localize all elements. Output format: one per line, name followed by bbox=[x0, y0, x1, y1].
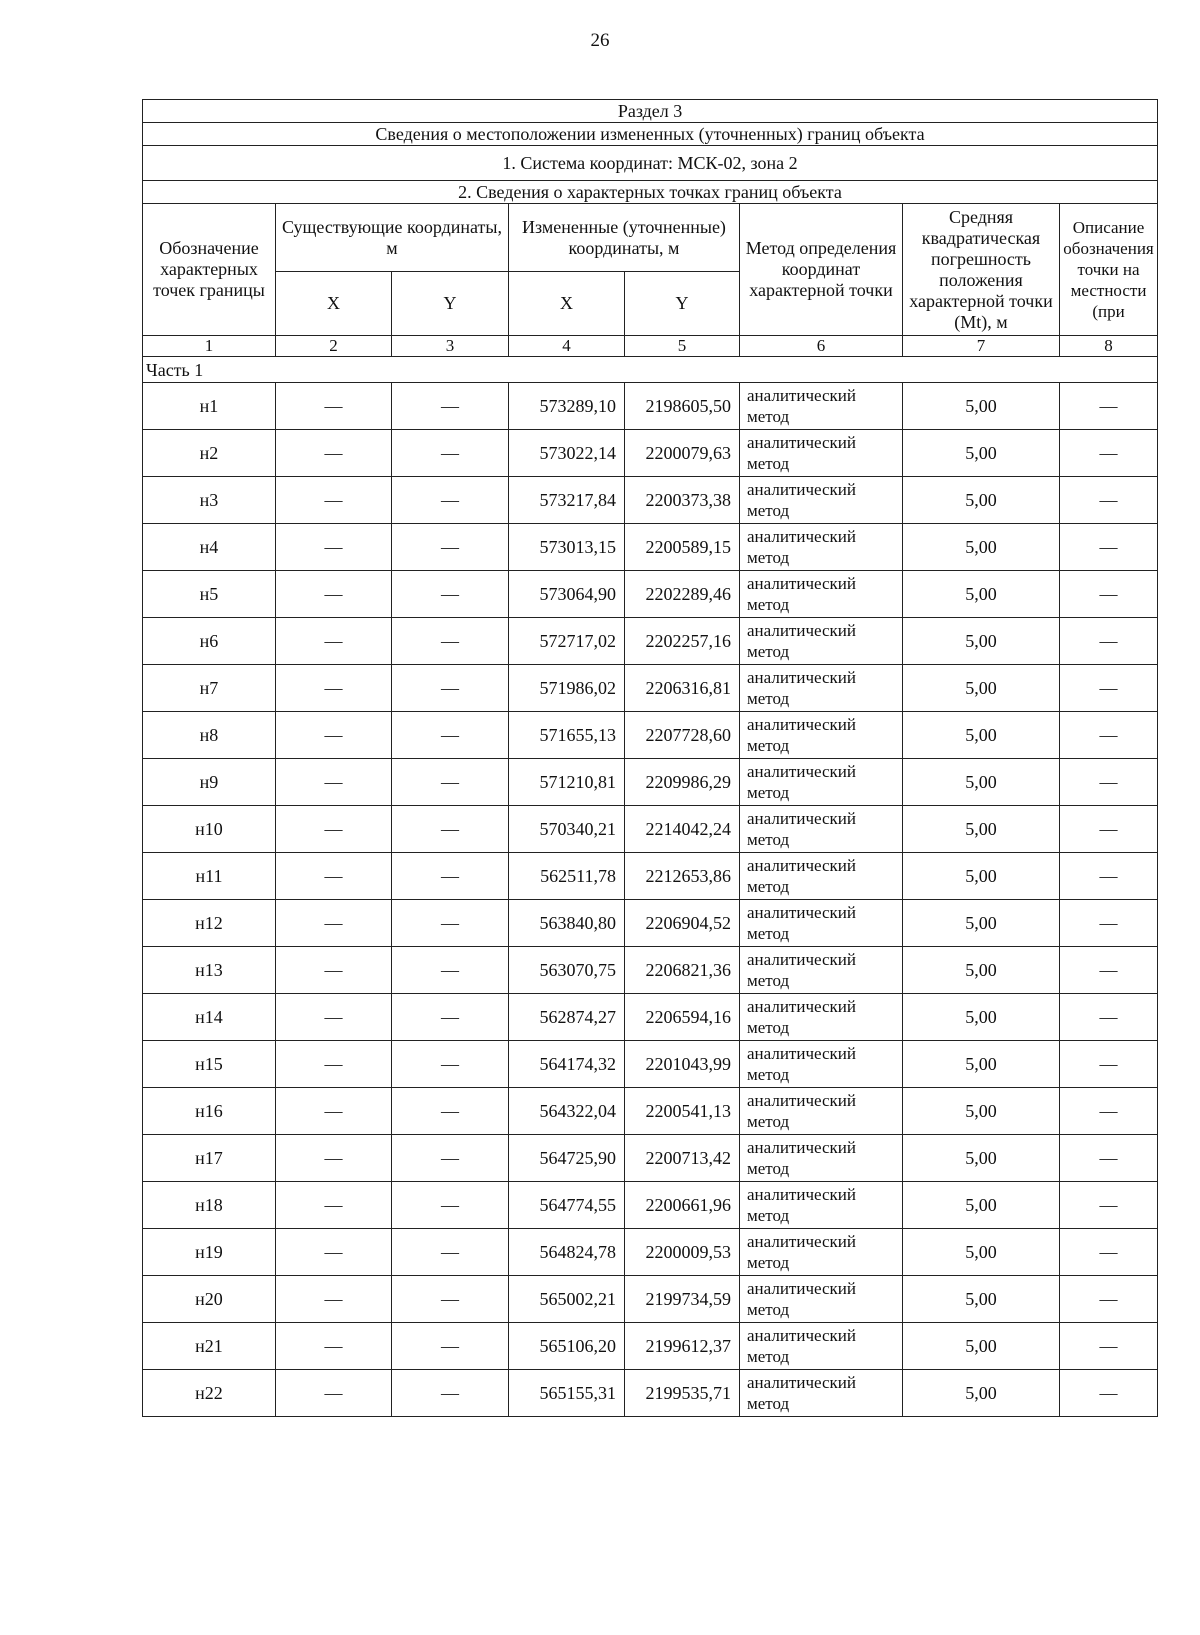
section-title: Раздел 3 bbox=[143, 100, 1158, 123]
method-cell: аналитический метод bbox=[740, 1323, 903, 1370]
method-cell: аналитический метод bbox=[740, 618, 903, 665]
method-cell: аналитический метод bbox=[740, 806, 903, 853]
points-heading: 2. Сведения о характерных точках границ объекта bbox=[143, 181, 1158, 204]
existing-y-cell: — bbox=[392, 477, 509, 524]
changed-x-cell: 564174,32 bbox=[509, 1041, 625, 1088]
col-existing-header: Существующие координаты, м bbox=[276, 204, 509, 272]
point-id-cell: н20 bbox=[143, 1276, 276, 1323]
changed-y-cell: 2198605,50 bbox=[625, 383, 740, 430]
table-row bbox=[143, 430, 1158, 477]
existing-y-cell: — bbox=[392, 1323, 509, 1370]
existing-x-cell: — bbox=[276, 383, 392, 430]
table-row bbox=[143, 571, 1158, 618]
existing-x-cell: — bbox=[276, 1088, 392, 1135]
changed-x-cell: 565106,20 bbox=[509, 1323, 625, 1370]
part-label: Часть 1 bbox=[143, 357, 1158, 383]
existing-x-cell: — bbox=[276, 477, 392, 524]
error-cell: 5,00 bbox=[903, 1041, 1060, 1088]
existing-y-cell: — bbox=[392, 1229, 509, 1276]
description-cell: — bbox=[1060, 759, 1158, 806]
existing-y-cell: — bbox=[392, 712, 509, 759]
existing-y-cell: — bbox=[392, 524, 509, 571]
description-cell: — bbox=[1060, 1135, 1158, 1182]
point-id-cell: н8 bbox=[143, 712, 276, 759]
col-changed-x: X bbox=[509, 272, 625, 336]
changed-x-cell: 573064,90 bbox=[509, 571, 625, 618]
existing-y-cell: — bbox=[392, 853, 509, 900]
point-id-cell: н9 bbox=[143, 759, 276, 806]
point-id-cell: н4 bbox=[143, 524, 276, 571]
changed-y-cell: 2206316,81 bbox=[625, 665, 740, 712]
error-cell: 5,00 bbox=[903, 1229, 1060, 1276]
existing-y-cell: — bbox=[392, 806, 509, 853]
changed-x-cell: 571210,81 bbox=[509, 759, 625, 806]
description-cell: — bbox=[1060, 712, 1158, 759]
error-cell: 5,00 bbox=[903, 1370, 1060, 1417]
changed-y-cell: 2212653,86 bbox=[625, 853, 740, 900]
changed-y-cell: 2206904,52 bbox=[625, 900, 740, 947]
error-cell: 5,00 bbox=[903, 618, 1060, 665]
description-cell: — bbox=[1060, 524, 1158, 571]
description-cell: — bbox=[1060, 1182, 1158, 1229]
table-row bbox=[143, 1041, 1158, 1088]
error-cell: 5,00 bbox=[903, 806, 1060, 853]
table-row bbox=[143, 1088, 1158, 1135]
table-row bbox=[143, 1370, 1158, 1417]
error-cell: 5,00 bbox=[903, 1182, 1060, 1229]
changed-y-cell: 2200661,96 bbox=[625, 1182, 740, 1229]
method-cell: аналитический метод bbox=[740, 1276, 903, 1323]
changed-x-cell: 573013,15 bbox=[509, 524, 625, 571]
description-cell: — bbox=[1060, 806, 1158, 853]
existing-x-cell: — bbox=[276, 759, 392, 806]
existing-x-cell: — bbox=[276, 1323, 392, 1370]
existing-y-cell: — bbox=[392, 665, 509, 712]
point-id-cell: н2 bbox=[143, 430, 276, 477]
changed-y-cell: 2206821,36 bbox=[625, 947, 740, 994]
table-row bbox=[143, 383, 1158, 430]
existing-x-cell: — bbox=[276, 665, 392, 712]
point-id-cell: н14 bbox=[143, 994, 276, 1041]
col-number: 2 bbox=[276, 336, 392, 357]
error-cell: 5,00 bbox=[903, 430, 1060, 477]
description-cell: — bbox=[1060, 947, 1158, 994]
error-cell: 5,00 bbox=[903, 947, 1060, 994]
col-changed-header: Измененные (уточненные) координаты, м bbox=[509, 204, 740, 272]
method-cell: аналитический метод bbox=[740, 712, 903, 759]
existing-y-cell: — bbox=[392, 1088, 509, 1135]
existing-x-cell: — bbox=[276, 1370, 392, 1417]
existing-x-cell: — bbox=[276, 1135, 392, 1182]
changed-y-cell: 2200009,53 bbox=[625, 1229, 740, 1276]
table-row bbox=[143, 524, 1158, 571]
table-row bbox=[143, 477, 1158, 524]
method-cell: аналитический метод bbox=[740, 665, 903, 712]
col-error-header: Средняя квадратическая погрешность положения характерной точки (Mt), м bbox=[903, 204, 1060, 336]
description-cell: — bbox=[1060, 477, 1158, 524]
method-cell: аналитический метод bbox=[740, 900, 903, 947]
existing-y-cell: — bbox=[392, 1276, 509, 1323]
existing-x-cell: — bbox=[276, 618, 392, 665]
method-cell: аналитический метод bbox=[740, 1135, 903, 1182]
existing-y-cell: — bbox=[392, 571, 509, 618]
method-cell: аналитический метод bbox=[740, 571, 903, 618]
point-id-cell: н11 bbox=[143, 853, 276, 900]
point-id-cell: н22 bbox=[143, 1370, 276, 1417]
error-cell: 5,00 bbox=[903, 1323, 1060, 1370]
point-id-cell: н10 bbox=[143, 806, 276, 853]
changed-y-cell: 2209986,29 bbox=[625, 759, 740, 806]
changed-y-cell: 2200589,15 bbox=[625, 524, 740, 571]
changed-x-cell: 573289,10 bbox=[509, 383, 625, 430]
description-cell: — bbox=[1060, 1088, 1158, 1135]
boundary-points-table bbox=[142, 99, 1158, 1417]
col-description-header: Описание обозначения точки на местности (при bbox=[1060, 204, 1158, 336]
existing-y-cell: — bbox=[392, 1370, 509, 1417]
point-id-cell: н21 bbox=[143, 1323, 276, 1370]
existing-y-cell: — bbox=[392, 1135, 509, 1182]
description-cell: — bbox=[1060, 618, 1158, 665]
description-cell: — bbox=[1060, 1323, 1158, 1370]
changed-y-cell: 2200373,38 bbox=[625, 477, 740, 524]
description-cell: — bbox=[1060, 994, 1158, 1041]
existing-x-cell: — bbox=[276, 1041, 392, 1088]
method-cell: аналитический метод bbox=[740, 759, 903, 806]
col-number: 4 bbox=[509, 336, 625, 357]
changed-y-cell: 2199612,37 bbox=[625, 1323, 740, 1370]
description-cell: — bbox=[1060, 853, 1158, 900]
changed-x-cell: 562874,27 bbox=[509, 994, 625, 1041]
col-designation-header: Обозначение характерных точек границы bbox=[143, 204, 276, 336]
error-cell: 5,00 bbox=[903, 571, 1060, 618]
col-method-header: Метод определения координат характерной точки bbox=[740, 204, 903, 336]
existing-x-cell: — bbox=[276, 806, 392, 853]
changed-y-cell: 2200541,13 bbox=[625, 1088, 740, 1135]
changed-x-cell: 563070,75 bbox=[509, 947, 625, 994]
error-cell: 5,00 bbox=[903, 712, 1060, 759]
point-id-cell: н12 bbox=[143, 900, 276, 947]
method-cell: аналитический метод bbox=[740, 1182, 903, 1229]
existing-x-cell: — bbox=[276, 712, 392, 759]
point-id-cell: н15 bbox=[143, 1041, 276, 1088]
method-cell: аналитический метод bbox=[740, 1229, 903, 1276]
point-id-cell: н19 bbox=[143, 1229, 276, 1276]
point-id-cell: н5 bbox=[143, 571, 276, 618]
table-row bbox=[143, 1135, 1158, 1182]
table-row bbox=[143, 947, 1158, 994]
existing-x-cell: — bbox=[276, 947, 392, 994]
section-subtitle: Сведения о местоположении измененных (уточненных) границ объекта bbox=[143, 123, 1158, 146]
changed-y-cell: 2201043,99 bbox=[625, 1041, 740, 1088]
existing-y-cell: — bbox=[392, 994, 509, 1041]
point-id-cell: н3 bbox=[143, 477, 276, 524]
changed-y-cell: 2202257,16 bbox=[625, 618, 740, 665]
error-cell: 5,00 bbox=[903, 759, 1060, 806]
existing-x-cell: — bbox=[276, 853, 392, 900]
existing-y-cell: — bbox=[392, 383, 509, 430]
col-number: 7 bbox=[903, 336, 1060, 357]
col-number: 1 bbox=[143, 336, 276, 357]
method-cell: аналитический метод bbox=[740, 383, 903, 430]
point-id-cell: н18 bbox=[143, 1182, 276, 1229]
table-row bbox=[143, 1182, 1158, 1229]
description-cell: — bbox=[1060, 665, 1158, 712]
description-cell: — bbox=[1060, 430, 1158, 477]
point-id-cell: н17 bbox=[143, 1135, 276, 1182]
description-cell: — bbox=[1060, 900, 1158, 947]
changed-x-cell: 564322,04 bbox=[509, 1088, 625, 1135]
table-row bbox=[143, 1276, 1158, 1323]
method-cell: аналитический метод bbox=[740, 430, 903, 477]
col-number: 3 bbox=[392, 336, 509, 357]
existing-y-cell: — bbox=[392, 1182, 509, 1229]
col-number: 5 bbox=[625, 336, 740, 357]
point-id-cell: н16 bbox=[143, 1088, 276, 1135]
error-cell: 5,00 bbox=[903, 665, 1060, 712]
changed-y-cell: 2214042,24 bbox=[625, 806, 740, 853]
existing-x-cell: — bbox=[276, 1229, 392, 1276]
description-cell: — bbox=[1060, 1229, 1158, 1276]
table-row bbox=[143, 618, 1158, 665]
method-cell: аналитический метод bbox=[740, 524, 903, 571]
method-cell: аналитический метод bbox=[740, 947, 903, 994]
changed-x-cell: 565155,31 bbox=[509, 1370, 625, 1417]
method-cell: аналитический метод bbox=[740, 853, 903, 900]
table-row bbox=[143, 900, 1158, 947]
col-changed-y: Y bbox=[625, 272, 740, 336]
changed-x-cell: 570340,21 bbox=[509, 806, 625, 853]
point-id-cell: н6 bbox=[143, 618, 276, 665]
changed-x-cell: 573217,84 bbox=[509, 477, 625, 524]
description-cell: — bbox=[1060, 383, 1158, 430]
changed-y-cell: 2200713,42 bbox=[625, 1135, 740, 1182]
error-cell: 5,00 bbox=[903, 1276, 1060, 1323]
changed-x-cell: 564824,78 bbox=[509, 1229, 625, 1276]
error-cell: 5,00 bbox=[903, 524, 1060, 571]
method-cell: аналитический метод bbox=[740, 1370, 903, 1417]
existing-x-cell: — bbox=[276, 430, 392, 477]
existing-y-cell: — bbox=[392, 618, 509, 665]
point-id-cell: н1 bbox=[143, 383, 276, 430]
coordinates-sheet bbox=[142, 99, 1157, 1417]
coord-system: 1. Система координат: МСК-02, зона 2 bbox=[143, 146, 1158, 181]
col-number: 8 bbox=[1060, 336, 1158, 357]
changed-x-cell: 564774,55 bbox=[509, 1182, 625, 1229]
table-row bbox=[143, 759, 1158, 806]
error-cell: 5,00 bbox=[903, 853, 1060, 900]
col-number: 6 bbox=[740, 336, 903, 357]
point-id-cell: н13 bbox=[143, 947, 276, 994]
changed-x-cell: 564725,90 bbox=[509, 1135, 625, 1182]
changed-y-cell: 2206594,16 bbox=[625, 994, 740, 1041]
table-row bbox=[143, 853, 1158, 900]
changed-x-cell: 571986,02 bbox=[509, 665, 625, 712]
description-cell: — bbox=[1060, 1041, 1158, 1088]
existing-x-cell: — bbox=[276, 900, 392, 947]
method-cell: аналитический метод bbox=[740, 1088, 903, 1135]
table-row bbox=[143, 665, 1158, 712]
description-cell: — bbox=[1060, 1370, 1158, 1417]
changed-y-cell: 2199535,71 bbox=[625, 1370, 740, 1417]
error-cell: 5,00 bbox=[903, 994, 1060, 1041]
table-row bbox=[143, 1229, 1158, 1276]
changed-x-cell: 572717,02 bbox=[509, 618, 625, 665]
error-cell: 5,00 bbox=[903, 900, 1060, 947]
existing-y-cell: — bbox=[392, 430, 509, 477]
changed-x-cell: 562511,78 bbox=[509, 853, 625, 900]
changed-x-cell: 571655,13 bbox=[509, 712, 625, 759]
changed-y-cell: 2200079,63 bbox=[625, 430, 740, 477]
existing-x-cell: — bbox=[276, 571, 392, 618]
point-id-cell: н7 bbox=[143, 665, 276, 712]
error-cell: 5,00 bbox=[903, 477, 1060, 524]
existing-y-cell: — bbox=[392, 1041, 509, 1088]
changed-x-cell: 563840,80 bbox=[509, 900, 625, 947]
method-cell: аналитический метод bbox=[740, 994, 903, 1041]
description-cell: — bbox=[1060, 1276, 1158, 1323]
existing-x-cell: — bbox=[276, 994, 392, 1041]
existing-y-cell: — bbox=[392, 900, 509, 947]
col-existing-x: X bbox=[276, 272, 392, 336]
existing-x-cell: — bbox=[276, 1276, 392, 1323]
existing-x-cell: — bbox=[276, 524, 392, 571]
table-row bbox=[143, 712, 1158, 759]
table-row bbox=[143, 1323, 1158, 1370]
changed-x-cell: 573022,14 bbox=[509, 430, 625, 477]
changed-x-cell: 565002,21 bbox=[509, 1276, 625, 1323]
error-cell: 5,00 bbox=[903, 383, 1060, 430]
changed-y-cell: 2207728,60 bbox=[625, 712, 740, 759]
changed-y-cell: 2202289,46 bbox=[625, 571, 740, 618]
existing-y-cell: — bbox=[392, 759, 509, 806]
existing-x-cell: — bbox=[276, 1182, 392, 1229]
table-row bbox=[143, 806, 1158, 853]
method-cell: аналитический метод bbox=[740, 1041, 903, 1088]
existing-y-cell: — bbox=[392, 947, 509, 994]
col-existing-y: Y bbox=[392, 272, 509, 336]
error-cell: 5,00 bbox=[903, 1135, 1060, 1182]
error-cell: 5,00 bbox=[903, 1088, 1060, 1135]
description-cell: — bbox=[1060, 571, 1158, 618]
changed-y-cell: 2199734,59 bbox=[625, 1276, 740, 1323]
page-number: 26 bbox=[590, 30, 610, 51]
table-row bbox=[143, 994, 1158, 1041]
method-cell: аналитический метод bbox=[740, 477, 903, 524]
